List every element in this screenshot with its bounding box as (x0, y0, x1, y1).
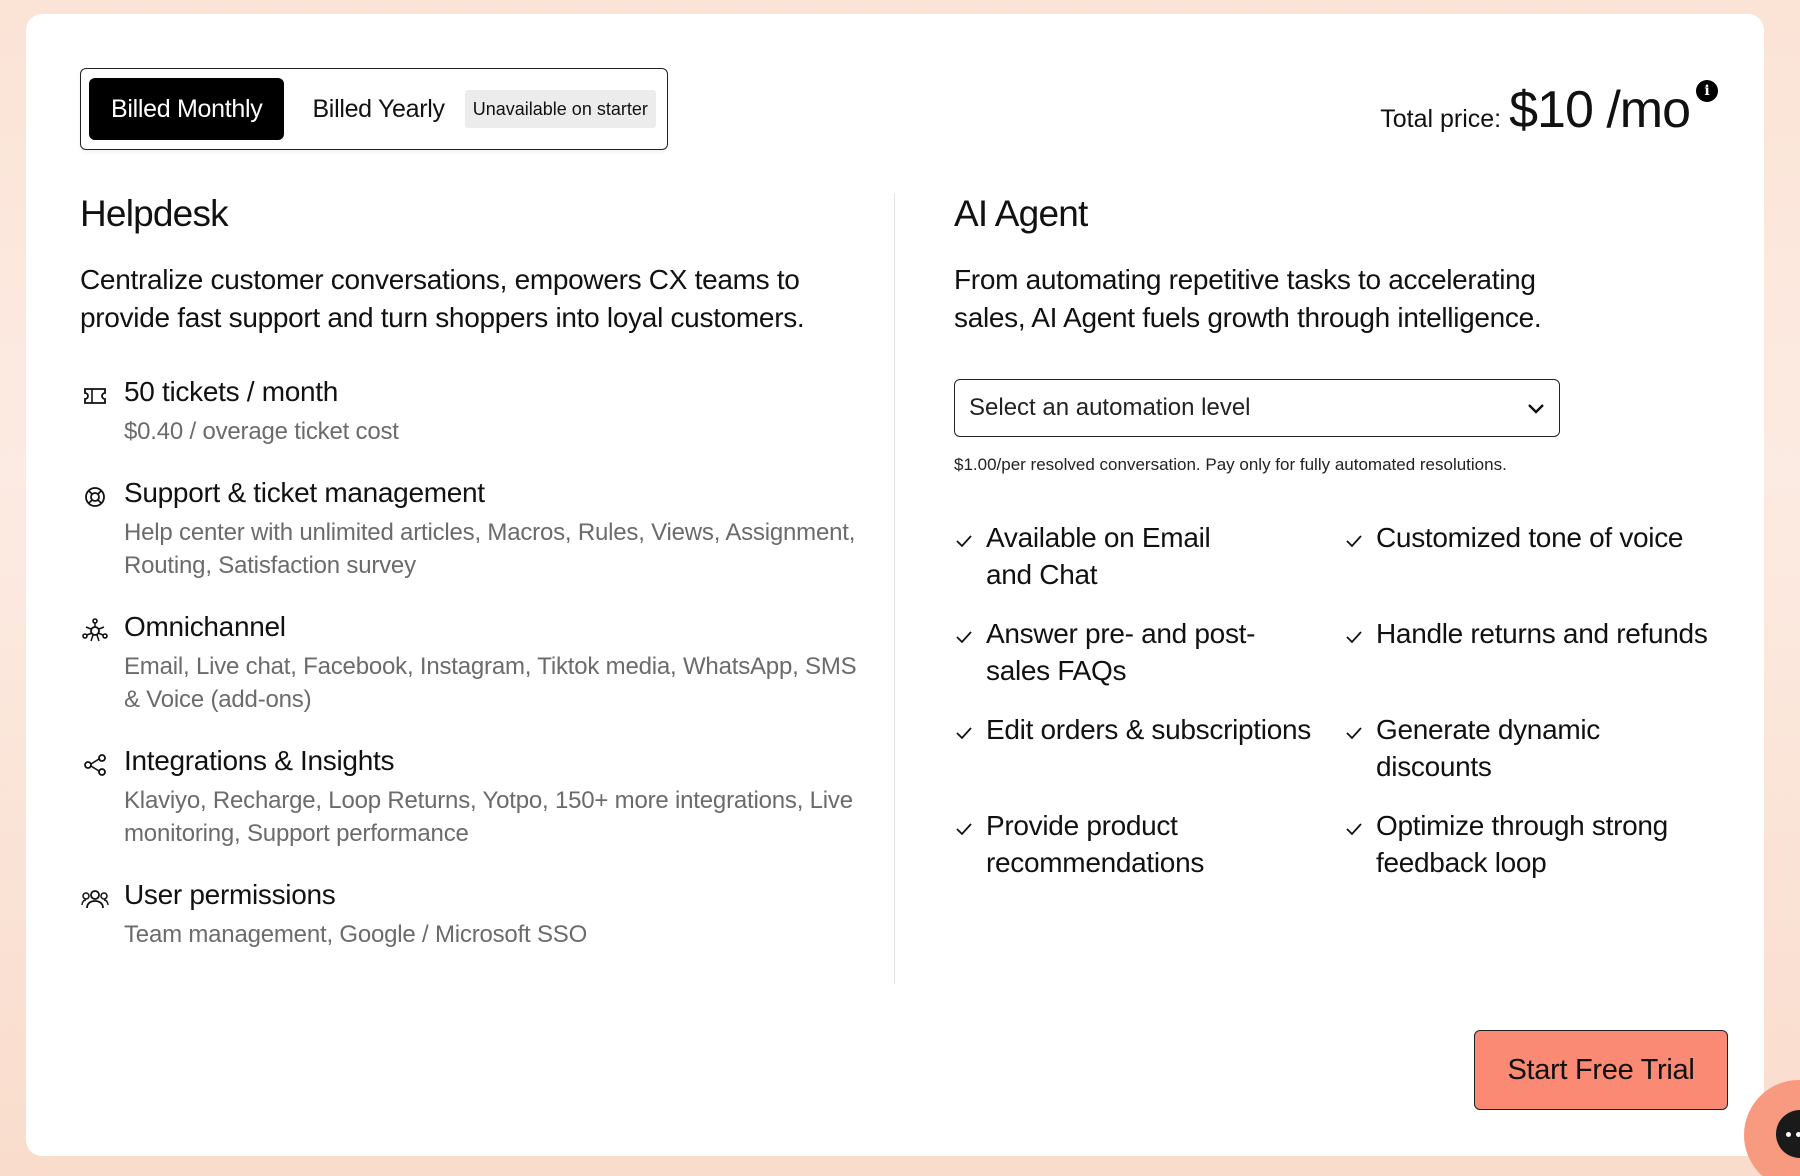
ai-agent-column (954, 194, 1734, 881)
feature-detail: Team management, Google / Microsoft SSO (124, 920, 588, 948)
feature-item (80, 375, 860, 448)
check-icon (1344, 819, 1364, 839)
ai-agent-description: From automating repetitive tasks to accelerating sales, AI Agent fuels growth through intelligence. (954, 263, 1542, 333)
capability-item (954, 711, 1344, 785)
chat-icon (1776, 1110, 1800, 1158)
ticket-icon (80, 381, 110, 411)
capability-label: Optimize through strong feedback loop (1376, 809, 1668, 878)
capability-label: Generate dynamic discounts (1376, 713, 1600, 782)
feature-detail: $0.40 / overage ticket cost (124, 417, 399, 445)
check-icon (954, 531, 974, 551)
feature-item (80, 744, 860, 850)
total-price-amount: $10 /mo (1509, 81, 1690, 139)
network-icon (80, 616, 110, 646)
check-icon (1344, 531, 1364, 551)
capability-item (1344, 615, 1734, 689)
feature-item (80, 610, 860, 716)
helpdesk-description: Centralize customer conversations, empowers CX teams to provide fast support and turn shoppers into loyal customers. (80, 263, 805, 333)
users-icon (80, 884, 110, 914)
feature-detail: Klaviyo, Recharge, Loop Returns, Yotpo, 150+ more integrations, Live monitoring, Support performance (124, 786, 853, 847)
automation-level-placeholder: Select an automation level (969, 393, 1251, 421)
total-price-label: Total price: (1380, 105, 1502, 133)
capability-label: Edit orders & subscriptions (986, 713, 1311, 745)
column-divider (894, 194, 895, 984)
automation-level-select[interactable] (954, 379, 1560, 437)
ai-agent-title: AI Agent (954, 193, 1088, 234)
capability-item (954, 615, 1344, 689)
feature-detail: Email, Live chat, Facebook, Instagram, Tiktok media, WhatsApp, SMS & Voice (add-ons) (124, 652, 857, 713)
check-icon (954, 819, 974, 839)
pricing-card (26, 14, 1764, 1156)
check-icon (1344, 627, 1364, 647)
capability-label: Customized tone of voice (1376, 521, 1684, 553)
check-icon (1344, 723, 1364, 743)
billed-yearly-option[interactable]: Billed Yearly (312, 94, 445, 123)
capability-label: Handle returns and refunds (1376, 617, 1708, 649)
feature-item (80, 476, 860, 582)
ai-capabilities (954, 519, 1734, 881)
capability-label: Available on Email and Chat (986, 521, 1211, 590)
feature-title: 50 tickets / month (124, 375, 339, 407)
lifebuoy-icon (80, 482, 110, 512)
unavailable-badge: Unavailable on starter (465, 90, 656, 128)
feature-item (80, 878, 860, 951)
capability-item (1344, 711, 1734, 785)
capability-item (954, 519, 1344, 593)
info-icon[interactable]: i (1696, 80, 1718, 102)
helpdesk-features (80, 375, 860, 951)
capability-item (1344, 519, 1734, 593)
capability-label: Answer pre- and post-sales FAQs (986, 617, 1256, 686)
feature-title: Omnichannel (124, 610, 286, 642)
share-icon (80, 750, 110, 780)
billed-monthly-option[interactable]: Billed Monthly (89, 78, 284, 140)
feature-detail: Help center with unlimited articles, Macros, Rules, Views, Assignment, Routing, Satisfaction survey (124, 518, 856, 579)
check-icon (954, 723, 974, 743)
helpdesk-column (80, 194, 860, 979)
total-price (1380, 80, 1710, 140)
feature-title: Support & ticket management (124, 476, 485, 508)
capability-item (954, 807, 1344, 881)
start-free-trial-button[interactable]: Start Free Trial (1474, 1030, 1728, 1110)
chevron-down-icon (1527, 394, 1545, 422)
capability-item (1344, 807, 1734, 881)
feature-title: User permissions (124, 878, 336, 910)
feature-title: Integrations & Insights (124, 744, 395, 776)
billing-toggle (80, 68, 668, 150)
check-icon (954, 627, 974, 647)
helpdesk-title: Helpdesk (80, 193, 228, 234)
pricing-note: $1.00/per resolved conversation. Pay only for fully automated resolutions. (954, 454, 1507, 474)
capability-label: Provide product recommendations (986, 809, 1205, 878)
